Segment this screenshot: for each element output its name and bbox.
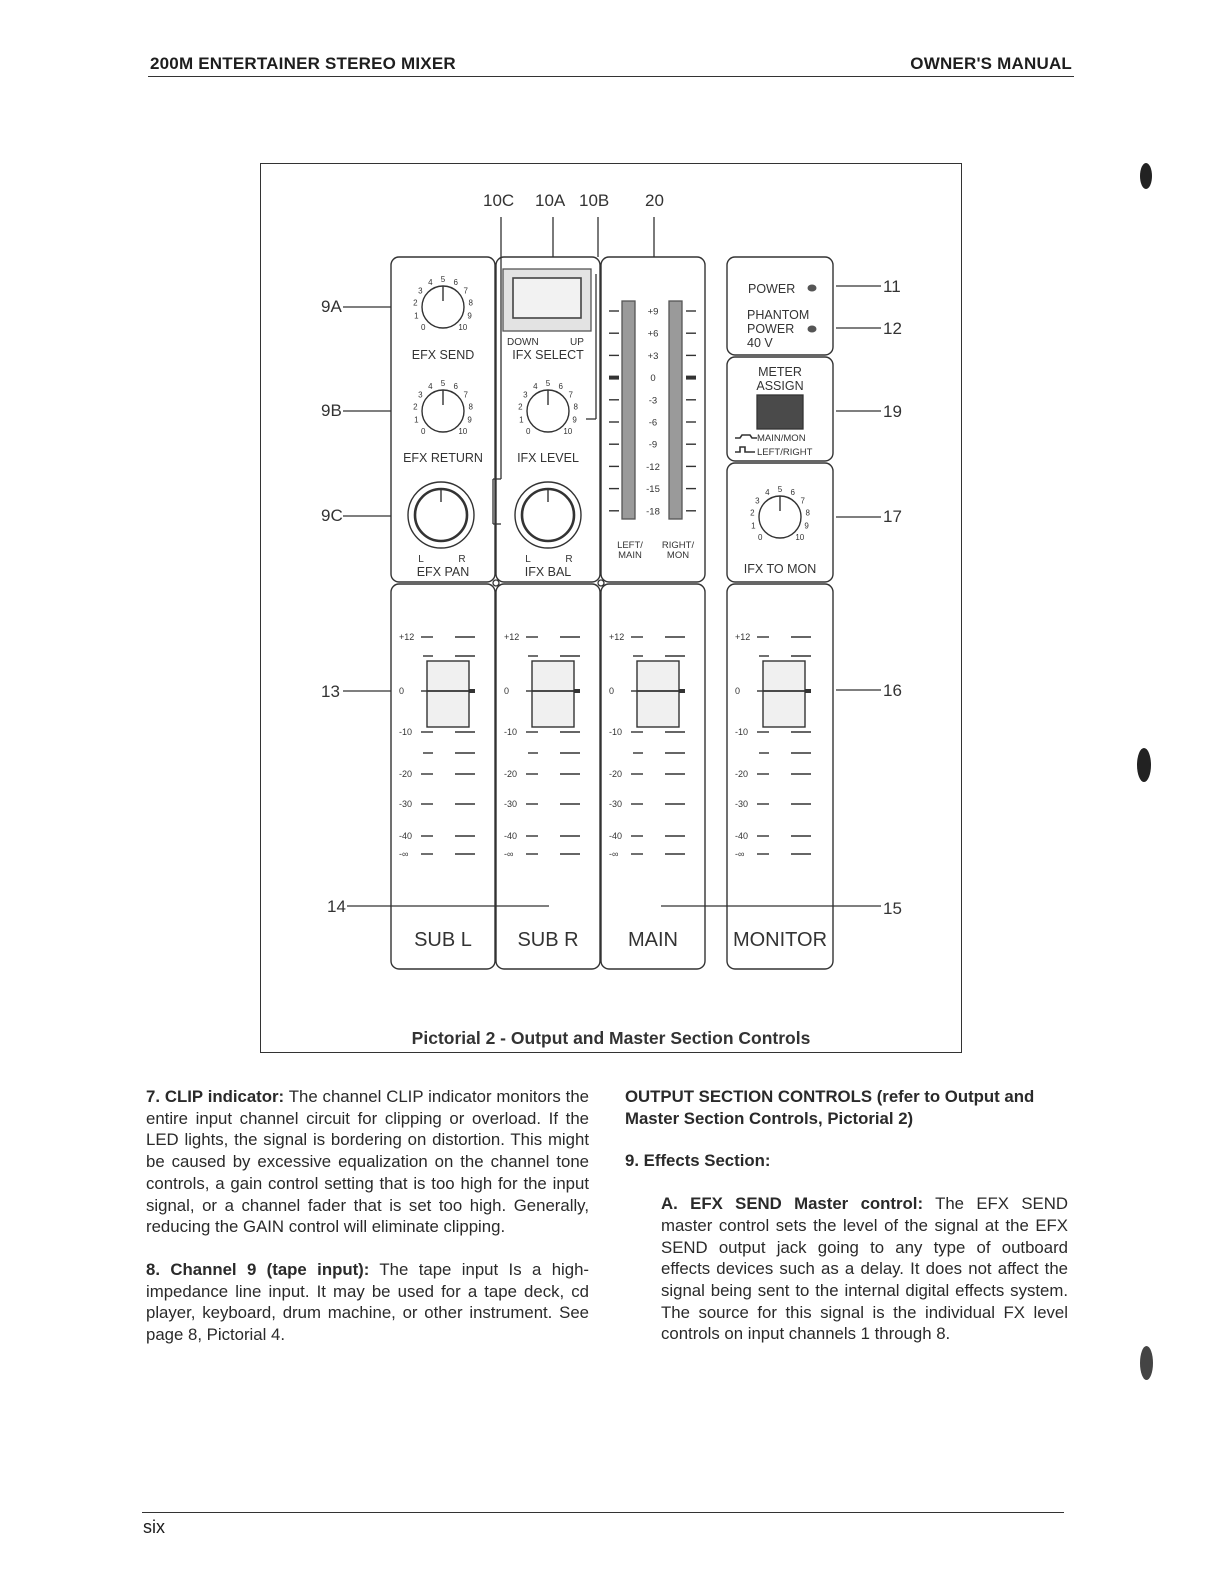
callout-11: 11 (883, 277, 901, 296)
meter-right-label-1: RIGHT/ (661, 540, 695, 551)
meter-scale-label: -6 (648, 417, 658, 429)
fader-scale-label: -20 (735, 769, 749, 779)
efx-send-knob-scale-5: 5 (440, 275, 446, 284)
power-led (808, 285, 817, 292)
fader-scale-label: -∞ (399, 849, 409, 859)
ifx-to-mon-knob-scale-7: 7 (800, 496, 805, 506)
channel-main: MAIN (628, 929, 678, 951)
meter-scale-label: -3 (648, 395, 658, 407)
ifx-select-up: UP (570, 337, 584, 348)
efx-return-knob-scale-6: 6 (453, 382, 458, 392)
fader-scale-label: -30 (399, 799, 413, 809)
ifx-to-mon-knob-scale-0: 0 (757, 532, 763, 542)
efx-return-knob-scale-10: 10 (458, 426, 468, 436)
meter-left-main (622, 301, 635, 519)
efx-return-knob-scale-2: 2 (413, 402, 418, 412)
ifx-select-down: DOWN (507, 337, 539, 348)
ifx-to-mon-knob-scale-4: 4 (765, 488, 770, 498)
fader-scale-label: +12 (399, 632, 415, 642)
ifx-to-mon-knob-scale-1: 1 (751, 521, 756, 531)
ifx-bal-r: R (565, 554, 573, 565)
ifx-level-knob-scale-2: 2 (518, 402, 523, 412)
efx-send-knob-scale-8: 8 (468, 298, 473, 308)
meter-right-label-2: MON (666, 550, 690, 561)
figure-pictorial-2 (260, 163, 962, 1053)
paragraph-efx-send (625, 1193, 1068, 1345)
ifx-level-knob-scale-3: 3 (523, 390, 528, 400)
module-power (727, 257, 833, 355)
fader-knob-sub-l[interactable] (427, 661, 469, 727)
callout-17: 17 (883, 507, 902, 526)
efx-pan-l: L (418, 554, 424, 565)
efx-pan-r: R (458, 554, 466, 565)
ifx-select-label: IFX SELECT (512, 348, 584, 362)
paragraph-tape-input (146, 1259, 589, 1346)
tape-input-heading: 8. Channel 9 (tape input): (146, 1259, 370, 1279)
module-efx (391, 257, 495, 582)
ifx-level-knob-scale-7: 7 (568, 390, 573, 400)
efx-return-knob-scale-0: 0 (420, 426, 426, 436)
callout-12: 12 (883, 319, 902, 338)
ifx-to-mon-knob-scale-6: 6 (790, 488, 795, 498)
mixer-diagram (261, 164, 961, 1052)
header-rule (148, 76, 1074, 77)
fader-scale-label: +12 (609, 632, 625, 642)
output-section-heading: OUTPUT SECTION CONTROLS (refer to Output and Master Section Controls, Pictorial 2) (625, 1087, 1035, 1128)
clip-indicator-heading: 7. CLIP indicator: (146, 1087, 285, 1106)
text-column-left (146, 1086, 589, 1367)
meter-scale-label: +6 (647, 328, 659, 340)
callout-9B: 9B (321, 401, 342, 420)
scan-mark (1140, 163, 1152, 189)
meter-assign-title-2: ASSIGN (756, 379, 804, 393)
efx-send-knob-scale-1: 1 (414, 311, 419, 321)
scan-mark (1137, 748, 1151, 782)
fader-scale-label: -20 (609, 769, 623, 779)
efx-send-knob-scale-10: 10 (458, 322, 468, 332)
figure-caption: Pictorial 2 - Output and Master Section Controls (411, 1028, 811, 1048)
efx-send-knob-scale-6: 6 (453, 278, 458, 288)
efx-return-knob-scale-3: 3 (418, 390, 423, 400)
effects-section-heading: 9. Effects Section: (625, 1151, 771, 1171)
fader-scale-label: +12 (504, 632, 520, 642)
ifx-level-knob-scale-6: 6 (558, 382, 563, 392)
page-number: six (143, 1517, 165, 1537)
ifx-to-mon-label: IFX TO MON (743, 562, 817, 576)
ifx-to-mon-knob-scale-2: 2 (750, 508, 755, 518)
ifx-level-label: IFX LEVEL (517, 451, 579, 465)
phantom-label-2: POWER (747, 322, 795, 336)
fader-scale-label: -40 (504, 831, 518, 841)
phantom-label-1: PHANTOM (747, 308, 810, 322)
fader-knob-sub-r[interactable] (532, 661, 574, 727)
efx-return-knob-scale-1: 1 (414, 415, 419, 425)
efx-send-heading: A. EFX SEND Master control: (661, 1194, 924, 1214)
channel-sub-r: SUB R (517, 929, 579, 951)
ifx-level-knob-scale-4: 4 (533, 382, 538, 392)
callout-20: 20 (645, 191, 664, 210)
switch-up-icon (735, 435, 757, 438)
ifx-level-knob-scale-8: 8 (573, 402, 578, 412)
ifx-bal-label: IFX BAL (524, 565, 572, 579)
meter-assign-main-mon: MAIN/MON (757, 433, 806, 444)
callout-13: 13 (321, 682, 340, 701)
meter-assign-left-right: LEFT/RIGHT (757, 447, 813, 458)
fader-knob-monitor[interactable] (763, 661, 805, 727)
callout-9C: 9C (321, 506, 343, 525)
fader-scale-label: -∞ (735, 849, 745, 859)
fader-scale-label: -∞ (504, 849, 514, 859)
ifx-level-knob-scale-0: 0 (525, 426, 531, 436)
fader-scale-label: -30 (609, 799, 623, 809)
fader-scale-label: -10 (735, 727, 749, 737)
ifx-level-knob-scale-5: 5 (545, 379, 551, 388)
phantom-voltage: 40 V (747, 336, 773, 350)
callout-10B: 10B (579, 191, 610, 210)
efx-return-knob-scale-4: 4 (428, 382, 433, 392)
efx-pan-label: EFX PAN (416, 565, 470, 579)
callout-16: 16 (883, 681, 902, 700)
ifx-to-mon-knob-scale-8: 8 (805, 508, 810, 518)
fader-scale-label: 0 (609, 686, 615, 696)
meter-scale-label: -15 (646, 484, 660, 496)
ifx-level-knob-scale-9: 9 (572, 415, 577, 425)
ifx-to-mon-knob-scale-9: 9 (804, 521, 809, 531)
channel-monitor: MONITOR (732, 929, 828, 951)
efx-send-knob-scale-3: 3 (418, 286, 423, 296)
power-label: POWER (748, 282, 796, 296)
fader-scale-label: -40 (735, 831, 749, 841)
fader-scale-label: -20 (399, 769, 413, 779)
ifx-to-mon-knob-scale-10: 10 (795, 532, 805, 542)
fader-scale-label: -10 (504, 727, 518, 737)
paragraph-clip-indicator (146, 1086, 589, 1238)
switch-down-icon (735, 447, 755, 452)
efx-return-label: EFX RETURN (403, 451, 483, 465)
meter-assign-title-1: METER (758, 365, 802, 379)
fader-scale-label: -10 (609, 727, 623, 737)
callout-14: 14 (327, 897, 346, 916)
ifx-level-knob-scale-10: 10 (563, 426, 573, 436)
fader-scale-label: 0 (399, 686, 405, 696)
header-title: 200M ENTERTAINER STEREO MIXER (150, 54, 456, 73)
meter-scale-label: 0 (650, 373, 656, 385)
tape-input-body: The tape input Is a high-impedance line input. It may be used for a tape deck, cd player, keyboard, drum machine, or other instrument. See page 8, Pictorial 4. (146, 1259, 590, 1345)
callout-10A: 10A (535, 191, 566, 210)
meter-scale-label: +3 (647, 350, 659, 362)
efx-send-knob-scale-2: 2 (413, 298, 418, 308)
fader-scale-label: +12 (735, 632, 751, 642)
fader-scale-label: -20 (504, 769, 518, 779)
callout-10C: 10C (483, 191, 515, 210)
efx-send-label: EFX SEND (411, 348, 475, 362)
fader-scale-label: -30 (504, 799, 518, 809)
clip-indicator-body: The channel CLIP indicator monitors the entire input channel circuit for clipping or overload. If the LED lights, the signal is bordering on distortion. This might be caused by excessive equalization on the channel tone controls, a gain control setting that is too high for the input signal, or a channel fader that is set too high. Generally, reducing the GAIN control will eliminate clipping. (146, 1087, 589, 1237)
efx-send-knob-scale-7: 7 (463, 286, 468, 296)
fader-scale-label: 0 (735, 686, 741, 696)
meter-left-label-1: LEFT/ (617, 540, 643, 551)
callout-9A: 9A (321, 297, 342, 316)
callout-19: 19 (883, 402, 902, 421)
efx-return-knob-scale-8: 8 (468, 402, 473, 412)
fader-scale-label: -30 (735, 799, 749, 809)
meter-scale-label: +9 (647, 306, 659, 318)
efx-return-knob-scale-5: 5 (440, 379, 446, 388)
footer-rule (142, 1512, 1064, 1513)
fader-knob-main[interactable] (637, 661, 679, 727)
meter-right-mon (669, 301, 682, 519)
efx-return-knob-scale-9: 9 (467, 415, 472, 425)
efx-send-knob-scale-0: 0 (420, 322, 426, 332)
ifx-to-mon-knob-scale-3: 3 (755, 496, 760, 506)
ifx-select-button[interactable] (513, 278, 581, 318)
efx-send-body: The EFX SEND master control sets the level of the signal at the EFX SEND output jack going to any type of outboard effects devices such as a delay. It does not affect the signal being sent to the internal digital effects system. The source for this signal is the individual FX level controls on input channels 1 through 8. (661, 1194, 1068, 1344)
scan-mark (1140, 1346, 1153, 1380)
fader-scale-label: -40 (399, 831, 413, 841)
efx-return-knob-scale-7: 7 (463, 390, 468, 400)
meter-scale-label: -18 (646, 506, 660, 518)
fader-scale-label: -∞ (609, 849, 619, 859)
phantom-led (808, 326, 817, 333)
ifx-bal-l: L (525, 554, 531, 565)
ifx-level-knob-scale-1: 1 (519, 415, 524, 425)
efx-send-knob-scale-9: 9 (467, 311, 472, 321)
channel-sub-l: SUB L (414, 929, 472, 951)
efx-send-knob-scale-4: 4 (428, 278, 433, 288)
fader-scale-label: -40 (609, 831, 623, 841)
meter-scale-label: -12 (646, 461, 660, 473)
fader-scale-label: -10 (399, 727, 413, 737)
meter-scale-label: -9 (648, 439, 658, 451)
ifx-to-mon-knob-scale-5: 5 (777, 485, 783, 494)
header-manual-label: OWNER'S MANUAL (910, 54, 1072, 73)
fader-scale-label: 0 (504, 686, 510, 696)
meter-assign-switch[interactable] (757, 395, 803, 429)
meter-left-label-2: MAIN (618, 550, 642, 561)
callout-15: 15 (883, 899, 902, 918)
text-column-right (625, 1086, 1068, 1366)
